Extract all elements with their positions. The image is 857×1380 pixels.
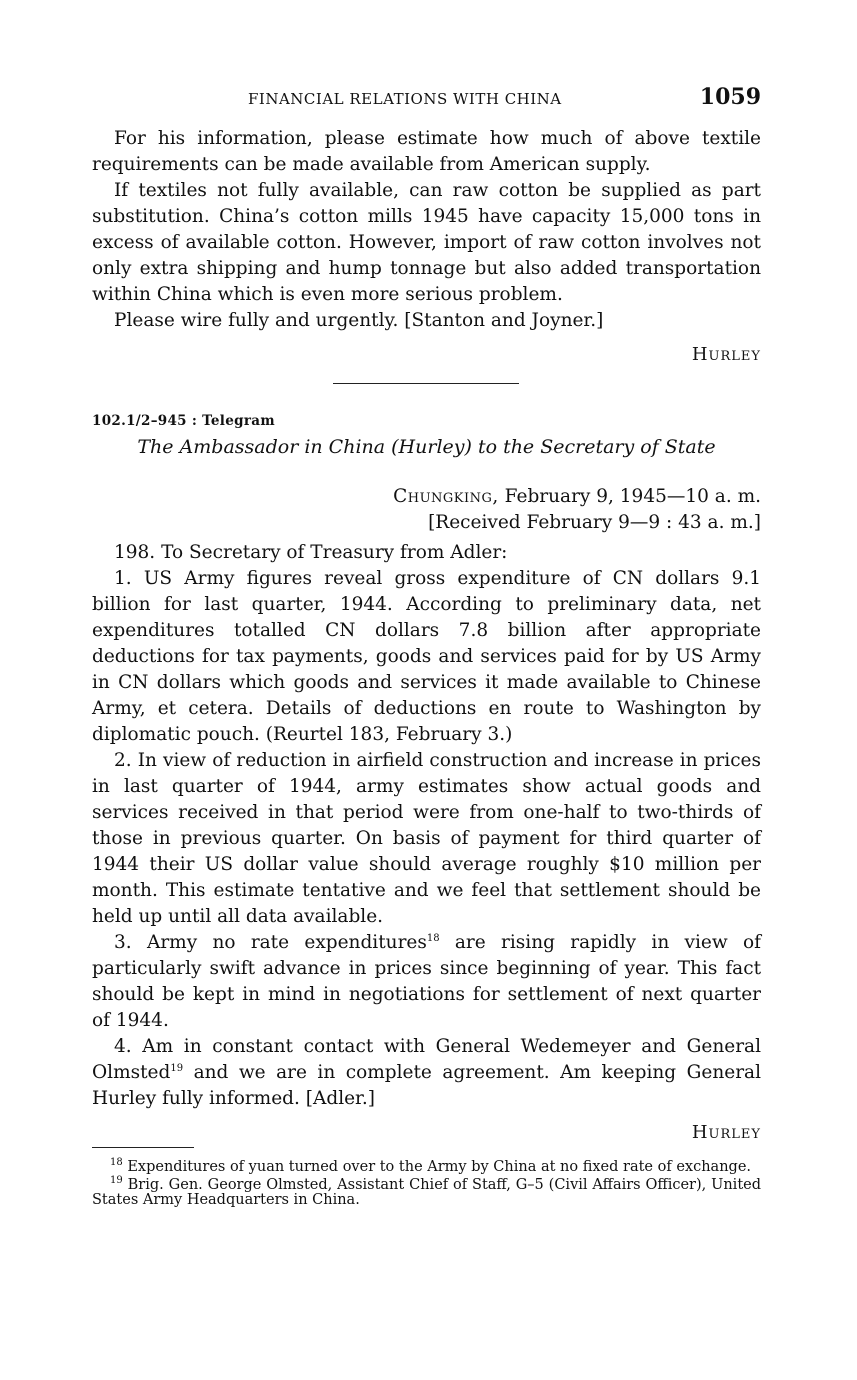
paragraph-text: are rising rapidly in view of particularly swift advance in prices since beginning of year. This fact should be kept in mind in negotiations for settlement of next quarter of 1944.	[92, 932, 761, 1031]
received-line: [Received February 9—9 : 43 a. m.]	[428, 512, 761, 533]
file-reference: 102.1/2–945 : Telegram	[92, 413, 275, 429]
paragraph: If textiles not fully available, can raw cotton be supplied as part substitution. China’s cotton mills 1945 have capacity 15,000 tons in excess of available cotton. However, import of raw cotton involves not only extra shipping and hump tonnage but also added transportation within China which is even more serious problem.	[92, 180, 761, 305]
paragraph-text: 3. Army no rate expenditures	[114, 932, 427, 953]
paragraph: For his information, please estimate how much of above textile requirements can be made available from American supply.	[92, 128, 761, 175]
dateline-date: February 9, 1945—10 a. m.	[504, 486, 761, 507]
paragraph-text: and we are in complete agreement. Am keeping General Hurley fully informed. [Adler.]	[92, 1062, 761, 1109]
continued-telegram	[92, 126, 761, 368]
footnote-number: 19	[110, 1175, 123, 1187]
signature: Hurley	[691, 344, 761, 365]
footnote-text: Expenditures of yuan turned over to the Army by China at no fixed rate of exchange.	[127, 1159, 752, 1175]
footnote-text: Brig. Gen. George Olmsted, Assistant Chief of Staff, G–5 (Civil Affairs Officer), United States Army Headquarters in China.	[92, 1177, 762, 1208]
paragraph	[92, 1034, 761, 1112]
running-head	[92, 84, 761, 114]
paragraph-text: 4. Am in constant contact with General Wedemeyer and General Olmsted	[92, 1036, 761, 1083]
footnotes	[92, 1157, 762, 1211]
paragraph	[92, 930, 761, 1034]
document-title: The Ambassador in China (Hurley) to the Secretary of State	[137, 436, 716, 458]
telegram-body	[92, 540, 761, 1146]
paragraph: 198. To Secretary of Treasury from Adler:	[114, 542, 508, 563]
footnote-number: 18	[110, 1157, 123, 1169]
dateline	[393, 484, 761, 536]
footnote-ref: 19	[170, 1062, 184, 1074]
signature: Hurley	[691, 1122, 761, 1143]
paragraph: 1. US Army figures reveal gross expenditure of CN dollars 9.1 billion for last quarter, 1944. According to preliminary data, net expenditures totalled CN dollars 7.8 billion after appropriate deductions for tax payments, goods and services paid for by US Army in CN dollars which goods and services it made available to Chinese Army, et cetera. Details of deductions en route to Washington by diplomatic pouch. (Reurtel 183, February 3.)	[92, 568, 761, 745]
footnote	[92, 1175, 762, 1208]
footnote-rule	[92, 1147, 194, 1148]
paragraph: 2. In view of reduction in airfield construction and increase in prices in last quarter of 1944, army estimates show actual goods and services received in that period were from one-half to two-thirds of those in previous quarter. On basis of payment for third quarter of 1944 their US dollar value should average roughly $10 million per month. This estimate tentative and we feel that settlement should be held up until all data available.	[92, 750, 761, 927]
page-number: 1059	[699, 84, 761, 110]
paragraph: Please wire fully and urgently. [Stanton and Joyner.]	[114, 310, 604, 331]
footnote-ref: 18	[426, 932, 440, 944]
dateline-place: Chungking,	[393, 486, 499, 507]
section-divider	[333, 383, 519, 384]
running-title: FINANCIAL RELATIONS WITH CHINA	[248, 90, 562, 108]
footnote	[92, 1157, 761, 1175]
